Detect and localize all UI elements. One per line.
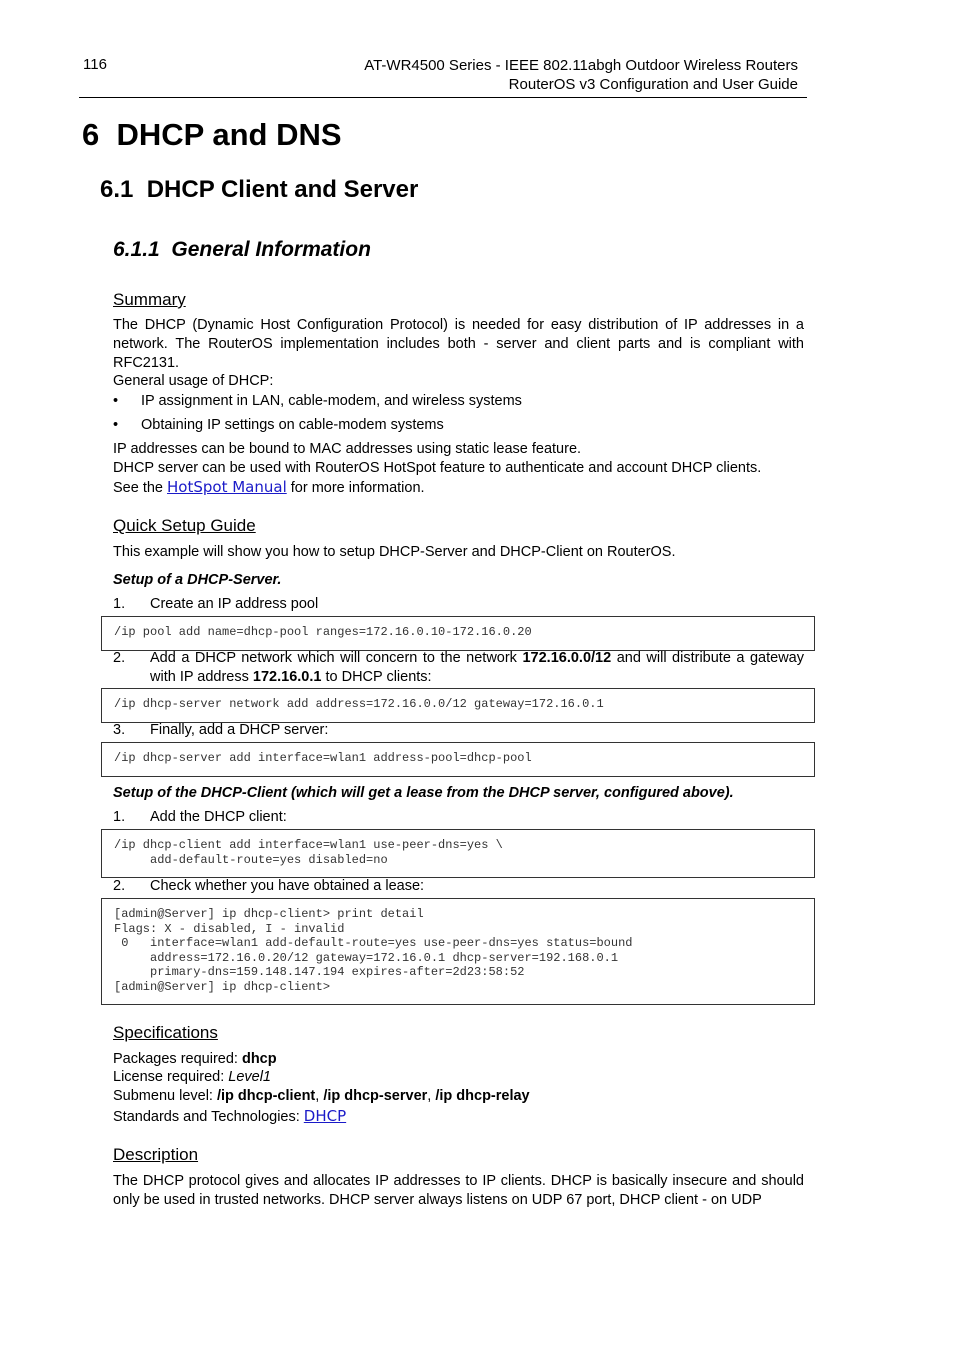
hotspot-manual-link[interactable]: HotSpot Manual bbox=[167, 478, 287, 496]
dhcp-standard-link[interactable]: DHCP bbox=[303, 1107, 347, 1125]
hotspot-text: DHCP server can be used with RouterOS HotSpot feature to authenticate and account DHCP clients. See the HotSpot Manual for more information. bbox=[113, 460, 762, 496]
summary-paragraph: The DHCP (Dynamic Host Configuration Protocol) is needed for easy distribution of IP addresses in a network. The RouterOS implementation includes both - server and client parts and is compliant with RFC2131. bbox=[113, 317, 804, 371]
list-item: 3. Finally, add a DHCP server: bbox=[113, 722, 329, 738]
quick-setup-intro: This example will show you how to setup DHCP-Server and DHCP-Client on RouterOS. bbox=[113, 544, 676, 560]
list-item: 2. Add a DHCP network which will concern to the network 172.16.0.0/12 and will distribute a gateway with IP address 172.16.0.1 to DHCP clients: bbox=[113, 650, 804, 685]
document-title-line1: AT-WR4500 Series - IEEE 802.11abgh Outdoor Wireless Routers bbox=[364, 57, 798, 74]
document-title-line2: RouterOS v3 Configuration and User Guide bbox=[508, 76, 798, 93]
page-number: 116 bbox=[83, 56, 107, 73]
chapter-title: 6 DHCP and DNS bbox=[82, 117, 342, 152]
description-heading: Description bbox=[113, 1145, 199, 1164]
server-setup-heading: Setup of a DHCP-Server. bbox=[113, 572, 282, 588]
specifications-heading: Specifications bbox=[113, 1023, 218, 1042]
code-block: /ip dhcp-server network add address=172.16.0.0/12 gateway=172.16.0.1 bbox=[101, 688, 815, 723]
list-item: 1. Create an IP address pool bbox=[113, 596, 319, 612]
static-lease-text: IP addresses can be bound to MAC addresses using static lease feature. bbox=[113, 441, 582, 457]
packages-required: Packages required: dhcp bbox=[113, 1051, 277, 1067]
quick-setup-heading: Quick Setup Guide bbox=[113, 516, 256, 535]
header-divider bbox=[79, 97, 807, 98]
general-usage-label: General usage of DHCP: bbox=[113, 373, 274, 389]
list-item: 1. Add the DHCP client: bbox=[113, 809, 287, 825]
code-block: /ip dhcp-server add interface=wlan1 address-pool=dhcp-pool bbox=[101, 742, 815, 777]
code-block: /ip pool add name=dhcp-pool ranges=172.16.0.10-172.16.0.20 bbox=[101, 616, 815, 651]
description-paragraph: The DHCP protocol gives and allocates IP addresses to IP clients. DHCP is basically insecure and should only be used in trusted networks. DHCP server always listens on UDP 67 port, DHCP client - on UDP bbox=[113, 1173, 804, 1208]
client-setup-heading: Setup of the DHCP-Client (which will get a lease from the DHCP server, configured above). bbox=[113, 785, 734, 801]
subsection-title: 6.1.1 General Information bbox=[113, 238, 371, 261]
submenu-level: Submenu level: /ip dhcp-client, /ip dhcp-server, /ip dhcp-relay bbox=[113, 1088, 530, 1104]
section-title: 6.1 DHCP Client and Server bbox=[100, 176, 419, 203]
license-required: License required: Level1 bbox=[113, 1069, 271, 1085]
code-block: [admin@Server] ip dhcp-client> print detail Flags: X - disabled, I - invalid 0 interface=wlan1 add-default-route=yes use-peer-dns=yes status=bound address=172.16.0.20/12 gateway=172.16.0.1 dhcp-server=192.168.0.1 primary-dns=159.148.147.194 expires-after=2d23:58:52 [admin@Server] ip dhcp-client> bbox=[101, 898, 815, 1005]
code-block: /ip dhcp-client add interface=wlan1 use-peer-dns=yes \ add-default-route=yes disabled=no bbox=[101, 829, 815, 878]
bullet-icon: • bbox=[113, 417, 119, 433]
list-item: 2. Check whether you have obtained a lease: bbox=[113, 878, 425, 894]
standards-technologies: Standards and Technologies: DHCP bbox=[113, 1107, 347, 1125]
bullet-icon: • bbox=[113, 393, 119, 409]
summary-heading: Summary bbox=[113, 290, 186, 309]
document-title bbox=[364, 56, 798, 94]
